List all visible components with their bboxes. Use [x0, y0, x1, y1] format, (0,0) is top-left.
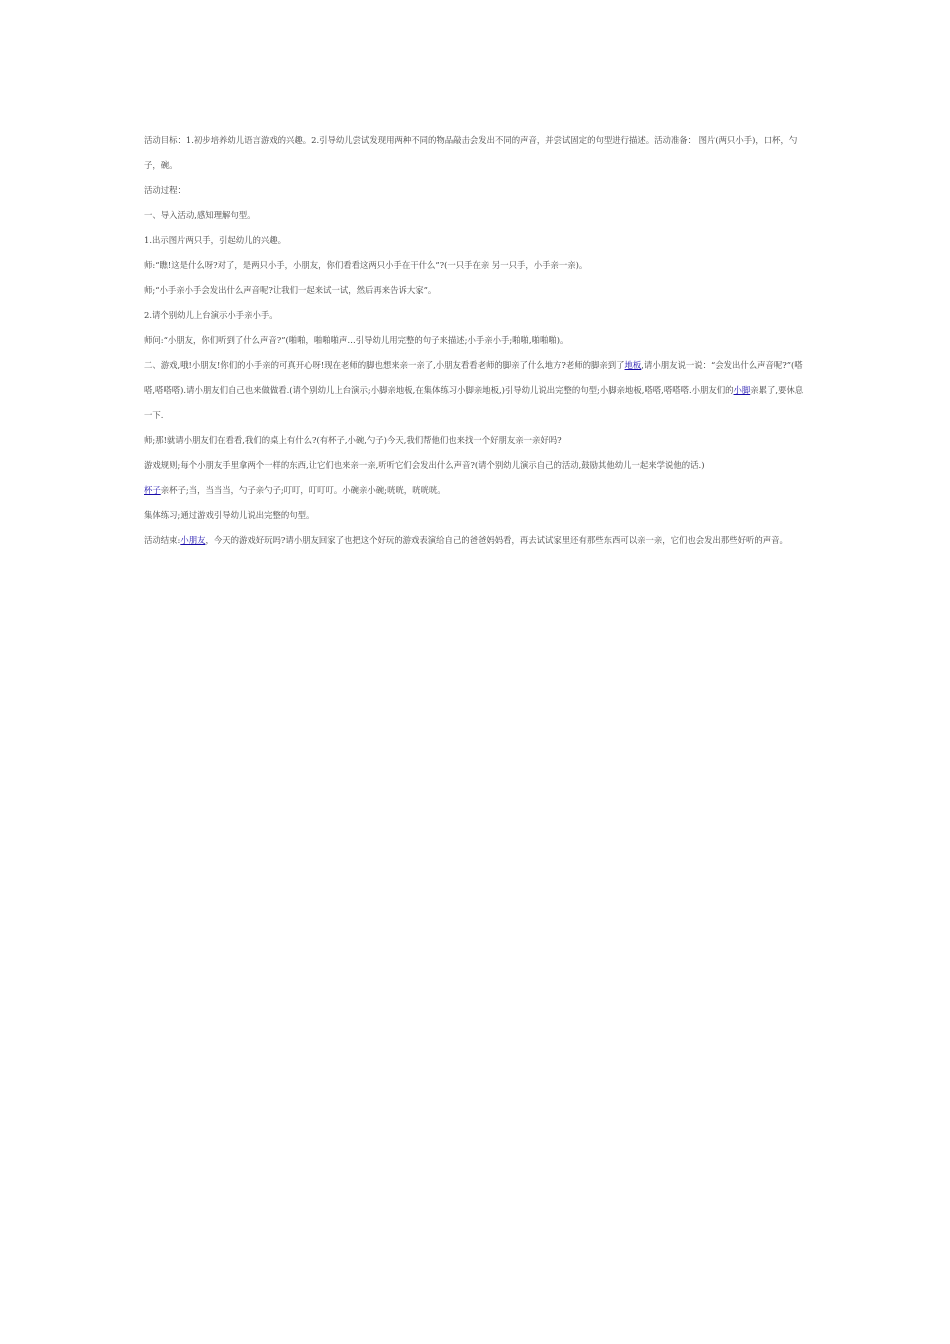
inline-link[interactable]: 杯子 [144, 485, 161, 495]
paragraph [144, 278, 810, 303]
paragraph [144, 328, 810, 353]
document-body [144, 128, 810, 553]
inline-link[interactable]: 小脚 [733, 385, 751, 395]
paragraph-text: 亲杯子;当，当当当，勺子亲勺子;叮叮，叮叮叮。小碗亲小碗;咣咣，咣咣咣。 [160, 485, 446, 495]
paragraph-text: 师:“瞧!这是什么呀?对了，是两只小手，小朋友，你们看看这两只小手在干什么”?(一只手在亲 另一只手，小手亲一亲)。 [144, 260, 588, 270]
paragraph-text: 一、导入活动,感知理解句型。 [144, 210, 256, 220]
paragraph [144, 478, 810, 503]
paragraph-text: 师;那!就请小朋友们在看看,我们的桌上有什么?(有杯子,小碗,勺子)今天,我们帮他们也来找一个好朋友亲一亲好吗? [144, 435, 562, 445]
paragraph [144, 303, 810, 328]
paragraph-text: 二、游戏,哦!小朋友!你们的小手亲的可真开心呀!现在老师的脚也想来亲一亲了,小朋友看看老师的脚亲了什么地方?老师的脚亲到了 [144, 360, 625, 370]
inline-link[interactable]: 地板 [624, 360, 642, 370]
paragraph-text: 亲累了,要休息一下. [144, 385, 804, 420]
inline-link[interactable]: 小朋友 [180, 535, 206, 545]
paragraph [144, 353, 810, 428]
paragraph-text: 集体练习;通过游戏引导幼儿说出完整的句型。 [144, 510, 315, 520]
paragraph-text: 师;“小手亲小手会发出什么声音呢?让我们一起来试一试，然后再来告诉大家”。 [144, 285, 437, 295]
paragraph [144, 503, 810, 528]
paragraph-text: 师问:“小朋友，你们听到了什么声音?”(啪啪，啪啪啪声…引导幼儿用完整的句子来描述;小手亲小手;啪啪,啪啪啪)。 [144, 335, 569, 345]
paragraph [144, 203, 810, 228]
paragraph-text: 2.请个别幼儿上台演示小手亲小手。 [144, 310, 278, 320]
paragraph-text: 1.出示图片两只手，引起幼儿的兴趣。 [144, 235, 286, 245]
paragraph [144, 228, 810, 253]
paragraph [144, 453, 810, 478]
paragraph [144, 178, 810, 203]
paragraph [144, 253, 810, 278]
paragraph-text: 活动过程： [144, 185, 186, 195]
paragraph [144, 428, 810, 453]
paragraph-text: 活动目标：1.初步培养幼儿语言游戏的兴趣。2.引导幼儿尝试发现用两种不同的物品敲击会发出不同的声音，并尝试固定的句型进行描述。活动准备： 图片(两只小手)，口杯，勺子，碗。 [144, 135, 798, 170]
paragraph-text: ，今天的游戏好玩吗?请小朋友回家了也把这个好玩的游戏表演给自己的爸爸妈妈看，再去试试家里还有那些东西可以亲一亲，它们也会发出那些好听的声音。 [205, 535, 788, 545]
paragraph [144, 528, 810, 553]
paragraph-text: 游戏规则;每个小朋友手里拿两个一样的东西,让它们也来亲一亲,听听它们会发出什么声音?(请个别幼儿演示自己的活动,鼓励其他幼儿一起来学说他的话.) [144, 460, 705, 470]
paragraph-text: ,请小朋友说一说：“会发出什么声音呢?”(嗒嗒,嗒嗒嗒).请小朋友们自己也来做做看.(请个别幼儿上台演示;小脚亲地板,在集体练习小脚亲地板,)引导幼儿说出完整的句型;小脚亲地板,嗒嗒,嗒嗒嗒.小朋友们的 [144, 360, 803, 395]
paragraph-text: 活动结束: [144, 535, 181, 545]
paragraph [144, 128, 810, 178]
